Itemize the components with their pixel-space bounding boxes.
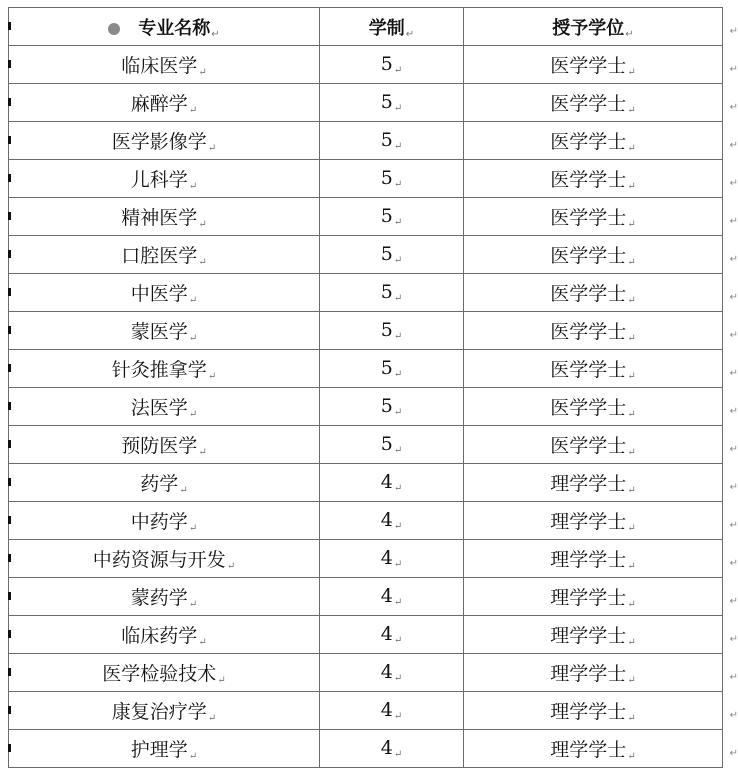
cell-name: [9, 236, 320, 274]
cell-degree: [464, 160, 738, 198]
row-end-mark-icon: ↵: [729, 330, 738, 341]
paragraph-mark-icon: ↵: [393, 331, 403, 342]
paragraph-mark-icon: ↵: [393, 483, 403, 494]
header-degree-cell: [464, 8, 738, 46]
cell-degree: [464, 312, 738, 350]
degree-text: 医学学士: [550, 207, 627, 229]
paragraph-mark-icon: ↵: [627, 485, 636, 496]
row-marker: [8, 668, 11, 676]
degree-text: 理学学士: [550, 473, 627, 495]
paragraph-mark-icon: ↵: [393, 369, 403, 380]
degree-text: 理学学士: [550, 549, 627, 571]
paragraph-mark-icon: ↵: [188, 105, 198, 116]
paragraph-mark-icon: ↵: [393, 141, 403, 152]
years-text: 4: [380, 623, 393, 645]
cell-name: [9, 616, 320, 654]
cell-years: [320, 236, 464, 274]
cell-degree: [464, 388, 738, 426]
row-end-mark-icon: ↵: [729, 672, 738, 683]
degree-text: 医学学士: [550, 245, 627, 267]
table-row: [9, 46, 723, 84]
paragraph-mark-icon: ↵: [627, 675, 636, 686]
cell-degree: [464, 236, 738, 274]
paragraph-mark-icon: ↵: [188, 523, 198, 534]
cell-years: [320, 46, 464, 84]
cell-years: [320, 426, 464, 464]
paragraph-mark-icon: ↵: [179, 485, 188, 496]
paragraph-mark-icon: ↵: [393, 407, 403, 418]
years-text: 5: [380, 395, 393, 417]
degree-text: 理学学士: [550, 701, 627, 723]
cell-name: [9, 502, 320, 540]
years-text: 5: [380, 433, 393, 455]
cell-degree: [464, 46, 738, 84]
paragraph-mark-icon: ↵: [207, 713, 217, 724]
name-text: 蒙医学: [130, 321, 188, 343]
paragraph-mark-icon: ↵: [393, 179, 403, 190]
cell-years: [320, 730, 464, 768]
paragraph-mark-icon: ↵: [627, 447, 636, 458]
header-years-cell: [320, 8, 464, 46]
cell-years: [320, 540, 464, 578]
row-end-mark-icon: ↵: [729, 102, 738, 113]
cell-degree: [464, 502, 738, 540]
paragraph-mark-icon: ↵: [226, 561, 236, 572]
paragraph-mark-icon: ↵: [211, 28, 220, 40]
years-text: 4: [380, 547, 393, 569]
paragraph-mark-icon: ↵: [188, 409, 198, 420]
name-text: 医学检验技术: [102, 663, 217, 685]
paragraph-mark-icon: ↵: [393, 711, 403, 722]
row-end-mark-icon: ↵: [729, 444, 738, 455]
table-row: [9, 730, 723, 768]
paragraph-mark-icon: ↵: [627, 713, 636, 724]
years-text: 4: [380, 471, 393, 493]
cell-degree: [464, 198, 738, 236]
paragraph-mark-icon: ↵: [188, 295, 198, 306]
cell-name: [9, 312, 320, 350]
table-row: [9, 236, 723, 274]
cell-degree: [464, 274, 738, 312]
table-row: [9, 502, 723, 540]
cell-name: [9, 84, 320, 122]
row-end-mark-icon: ↵: [729, 558, 738, 569]
years-text: 5: [380, 319, 393, 341]
years-text: 5: [380, 91, 393, 113]
name-text: 中药学: [130, 511, 188, 533]
degree-text: 医学学士: [550, 131, 627, 153]
paragraph-mark-icon: ↵: [198, 637, 207, 648]
paragraph-mark-icon: ↵: [393, 65, 403, 76]
paragraph-mark-icon: ↵: [393, 217, 403, 228]
paragraph-mark-icon: ↵: [627, 599, 636, 610]
header-degree: 授予学位: [552, 17, 625, 39]
cell-degree: [464, 578, 738, 616]
cell-name: [9, 46, 320, 84]
cell-degree: [464, 84, 738, 122]
degree-text: 医学学士: [550, 435, 627, 457]
cell-name: [9, 540, 320, 578]
cell-name: [9, 160, 320, 198]
degree-text: 理学学士: [550, 625, 627, 647]
paragraph-mark-icon: ↵: [393, 255, 403, 266]
cell-degree: [464, 426, 738, 464]
cell-years: [320, 502, 464, 540]
row-end-mark-icon: ↵: [729, 216, 738, 227]
table-row: [9, 540, 723, 578]
degree-text: 医学学士: [550, 283, 627, 305]
table-row: [9, 578, 723, 616]
cell-years: [320, 274, 464, 312]
header-name-cell: [9, 8, 320, 46]
paragraph-mark-icon: ↵: [198, 447, 207, 458]
cell-name: [9, 730, 320, 768]
degree-text: 医学学士: [550, 397, 627, 419]
row-end-mark-icon: ↵: [729, 178, 738, 189]
name-text: 中医学: [130, 283, 188, 305]
degree-text: 理学学士: [550, 587, 627, 609]
paragraph-mark-icon: ↵: [627, 257, 636, 268]
paragraph-mark-icon: ↵: [627, 523, 636, 534]
cell-years: [320, 654, 464, 692]
paragraph-mark-icon: ↵: [393, 673, 403, 684]
degree-text: 医学学士: [550, 93, 627, 115]
paragraph-mark-icon: ↵: [188, 333, 198, 344]
bullet-icon: [108, 23, 120, 35]
degree-text: 医学学士: [550, 55, 627, 77]
cell-years: [320, 692, 464, 730]
cell-years: [320, 198, 464, 236]
row-end-mark-icon: ↵: [729, 710, 738, 721]
paragraph-mark-icon: ↵: [198, 219, 207, 230]
name-text: 护理学: [130, 739, 188, 761]
paragraph-mark-icon: ↵: [393, 635, 403, 646]
degree-text: 医学学士: [550, 359, 627, 381]
row-end-mark-icon: ↵: [729, 64, 738, 75]
row-end-mark-icon: ↵: [729, 26, 738, 37]
paragraph-mark-icon: ↵: [405, 28, 415, 40]
row-end-mark-icon: ↵: [729, 482, 738, 493]
row-end-mark-icon: ↵: [729, 292, 738, 303]
row-end-mark-icon: ↵: [729, 520, 738, 531]
name-text: 临床医学: [121, 55, 198, 77]
paragraph-mark-icon: ↵: [627, 295, 636, 306]
header-name: 专业名称: [138, 17, 211, 39]
row-marker: [8, 212, 11, 220]
row-marker: [8, 440, 11, 448]
paragraph-mark-icon: ↵: [393, 559, 403, 570]
paragraph-mark-icon: ↵: [393, 293, 403, 304]
table-row: [9, 426, 723, 464]
paragraph-mark-icon: ↵: [627, 143, 636, 154]
name-text: 临床药学: [121, 625, 198, 647]
name-text: 精神医学: [121, 207, 198, 229]
cell-name: [9, 388, 320, 426]
cell-years: [320, 578, 464, 616]
cell-years: [320, 122, 464, 160]
table-row: [9, 692, 723, 730]
degree-text: 理学学士: [550, 511, 627, 533]
cell-degree: [464, 122, 738, 160]
cell-years: [320, 312, 464, 350]
table-row: [9, 654, 723, 692]
name-text: 中药资源与开发: [92, 549, 226, 571]
paragraph-mark-icon: ↵: [627, 67, 636, 78]
table-row: [9, 312, 723, 350]
row-marker: [8, 478, 11, 486]
cell-years: [320, 616, 464, 654]
majors-table: [8, 7, 738, 768]
cell-degree: [464, 730, 738, 768]
table-row: [9, 616, 723, 654]
paragraph-mark-icon: ↵: [627, 219, 636, 230]
paragraph-mark-icon: ↵: [393, 445, 403, 456]
years-text: 5: [380, 53, 393, 75]
row-end-mark-icon: ↵: [729, 254, 738, 265]
paragraph-mark-icon: ↵: [627, 333, 636, 344]
row-marker: [8, 744, 11, 752]
cell-years: [320, 464, 464, 502]
row-marker: [8, 592, 11, 600]
paragraph-mark-icon: ↵: [207, 371, 217, 382]
cell-name: [9, 426, 320, 464]
name-text: 针灸推拿学: [111, 359, 207, 381]
years-text: 5: [380, 281, 393, 303]
cell-degree: [464, 692, 738, 730]
years-text: 5: [380, 357, 393, 379]
table-row: [9, 388, 723, 426]
paragraph-mark-icon: ↵: [198, 257, 207, 268]
years-text: 4: [380, 699, 393, 721]
table-header-row: [9, 8, 723, 46]
years-text: 4: [380, 661, 393, 683]
cell-name: [9, 578, 320, 616]
row-end-mark-icon: ↵: [729, 140, 738, 151]
row-end-mark-icon: ↵: [729, 368, 738, 379]
table-row: [9, 198, 723, 236]
header-years: 学制: [368, 17, 405, 39]
row-marker: [8, 174, 11, 182]
cell-name: [9, 654, 320, 692]
cell-name: [9, 198, 320, 236]
cell-years: [320, 388, 464, 426]
degree-text: 理学学士: [550, 739, 627, 761]
degree-text: 理学学士: [550, 663, 627, 685]
table-row: [9, 122, 723, 160]
paragraph-mark-icon: ↵: [393, 103, 403, 114]
row-marker: [8, 402, 11, 410]
paragraph-mark-icon: ↵: [393, 749, 403, 760]
paragraph-mark-icon: ↵: [627, 371, 636, 382]
paragraph-mark-icon: ↵: [627, 409, 636, 420]
row-marker: [8, 60, 11, 68]
row-end-mark-icon: ↵: [729, 596, 738, 607]
years-text: 4: [380, 585, 393, 607]
row-end-mark-icon: ↵: [729, 748, 738, 759]
paragraph-mark-icon: ↵: [627, 181, 636, 192]
years-text: 4: [380, 737, 393, 759]
cell-name: [9, 274, 320, 312]
cell-name: [9, 692, 320, 730]
years-text: 5: [380, 129, 393, 151]
paragraph-mark-icon: ↵: [188, 599, 198, 610]
row-end-mark-icon: ↵: [729, 406, 738, 417]
paragraph-mark-icon: ↵: [627, 561, 636, 572]
row-marker: [8, 98, 11, 106]
name-text: 康复治疗学: [111, 701, 207, 723]
name-text: 药学: [140, 473, 179, 495]
cell-years: [320, 350, 464, 388]
cell-degree: [464, 654, 738, 692]
paragraph-mark-icon: ↵: [188, 751, 198, 762]
table-row: [9, 274, 723, 312]
row-marker: [8, 630, 11, 638]
table-row: [9, 350, 723, 388]
paragraph-mark-icon: ↵: [393, 597, 403, 608]
name-text: 法医学: [130, 397, 188, 419]
years-text: 5: [380, 243, 393, 265]
paragraph-mark-icon: ↵: [188, 181, 198, 192]
paragraph-mark-icon: ↵: [627, 105, 636, 116]
table-row: [9, 84, 723, 122]
table-row: [9, 160, 723, 198]
cell-degree: [464, 350, 738, 388]
paragraph-mark-icon: ↵: [625, 28, 634, 40]
cell-name: [9, 464, 320, 502]
row-marker: [8, 250, 11, 258]
row-marker: [8, 22, 11, 30]
paragraph-mark-icon: ↵: [207, 143, 217, 154]
row-marker: [8, 364, 11, 372]
name-text: 儿科学: [130, 169, 188, 191]
degree-text: 医学学士: [550, 169, 627, 191]
row-marker: [8, 516, 11, 524]
cell-years: [320, 84, 464, 122]
name-text: 医学影像学: [111, 131, 207, 153]
name-text: 蒙药学: [130, 587, 188, 609]
paragraph-mark-icon: ↵: [393, 521, 403, 532]
name-text: 预防医学: [121, 435, 198, 457]
row-marker: [8, 288, 11, 296]
paragraph-mark-icon: ↵: [217, 675, 226, 686]
row-marker: [8, 554, 11, 562]
row-marker: [8, 326, 11, 334]
paragraph-mark-icon: ↵: [198, 67, 207, 78]
degree-text: 医学学士: [550, 321, 627, 343]
cell-name: [9, 122, 320, 160]
name-text: 麻醉学: [130, 93, 188, 115]
years-text: 5: [380, 167, 393, 189]
table-row: [9, 464, 723, 502]
paragraph-mark-icon: ↵: [627, 751, 636, 762]
cell-name: [9, 350, 320, 388]
years-text: 5: [380, 205, 393, 227]
cell-degree: [464, 616, 738, 654]
cell-degree: [464, 540, 738, 578]
row-end-mark-icon: ↵: [729, 634, 738, 645]
paragraph-mark-icon: ↵: [627, 637, 636, 648]
row-marker: [8, 706, 11, 714]
cell-degree: [464, 464, 738, 502]
name-text: 口腔医学: [121, 245, 198, 267]
cell-years: [320, 160, 464, 198]
years-text: 4: [380, 509, 393, 531]
row-marker: [8, 136, 11, 144]
